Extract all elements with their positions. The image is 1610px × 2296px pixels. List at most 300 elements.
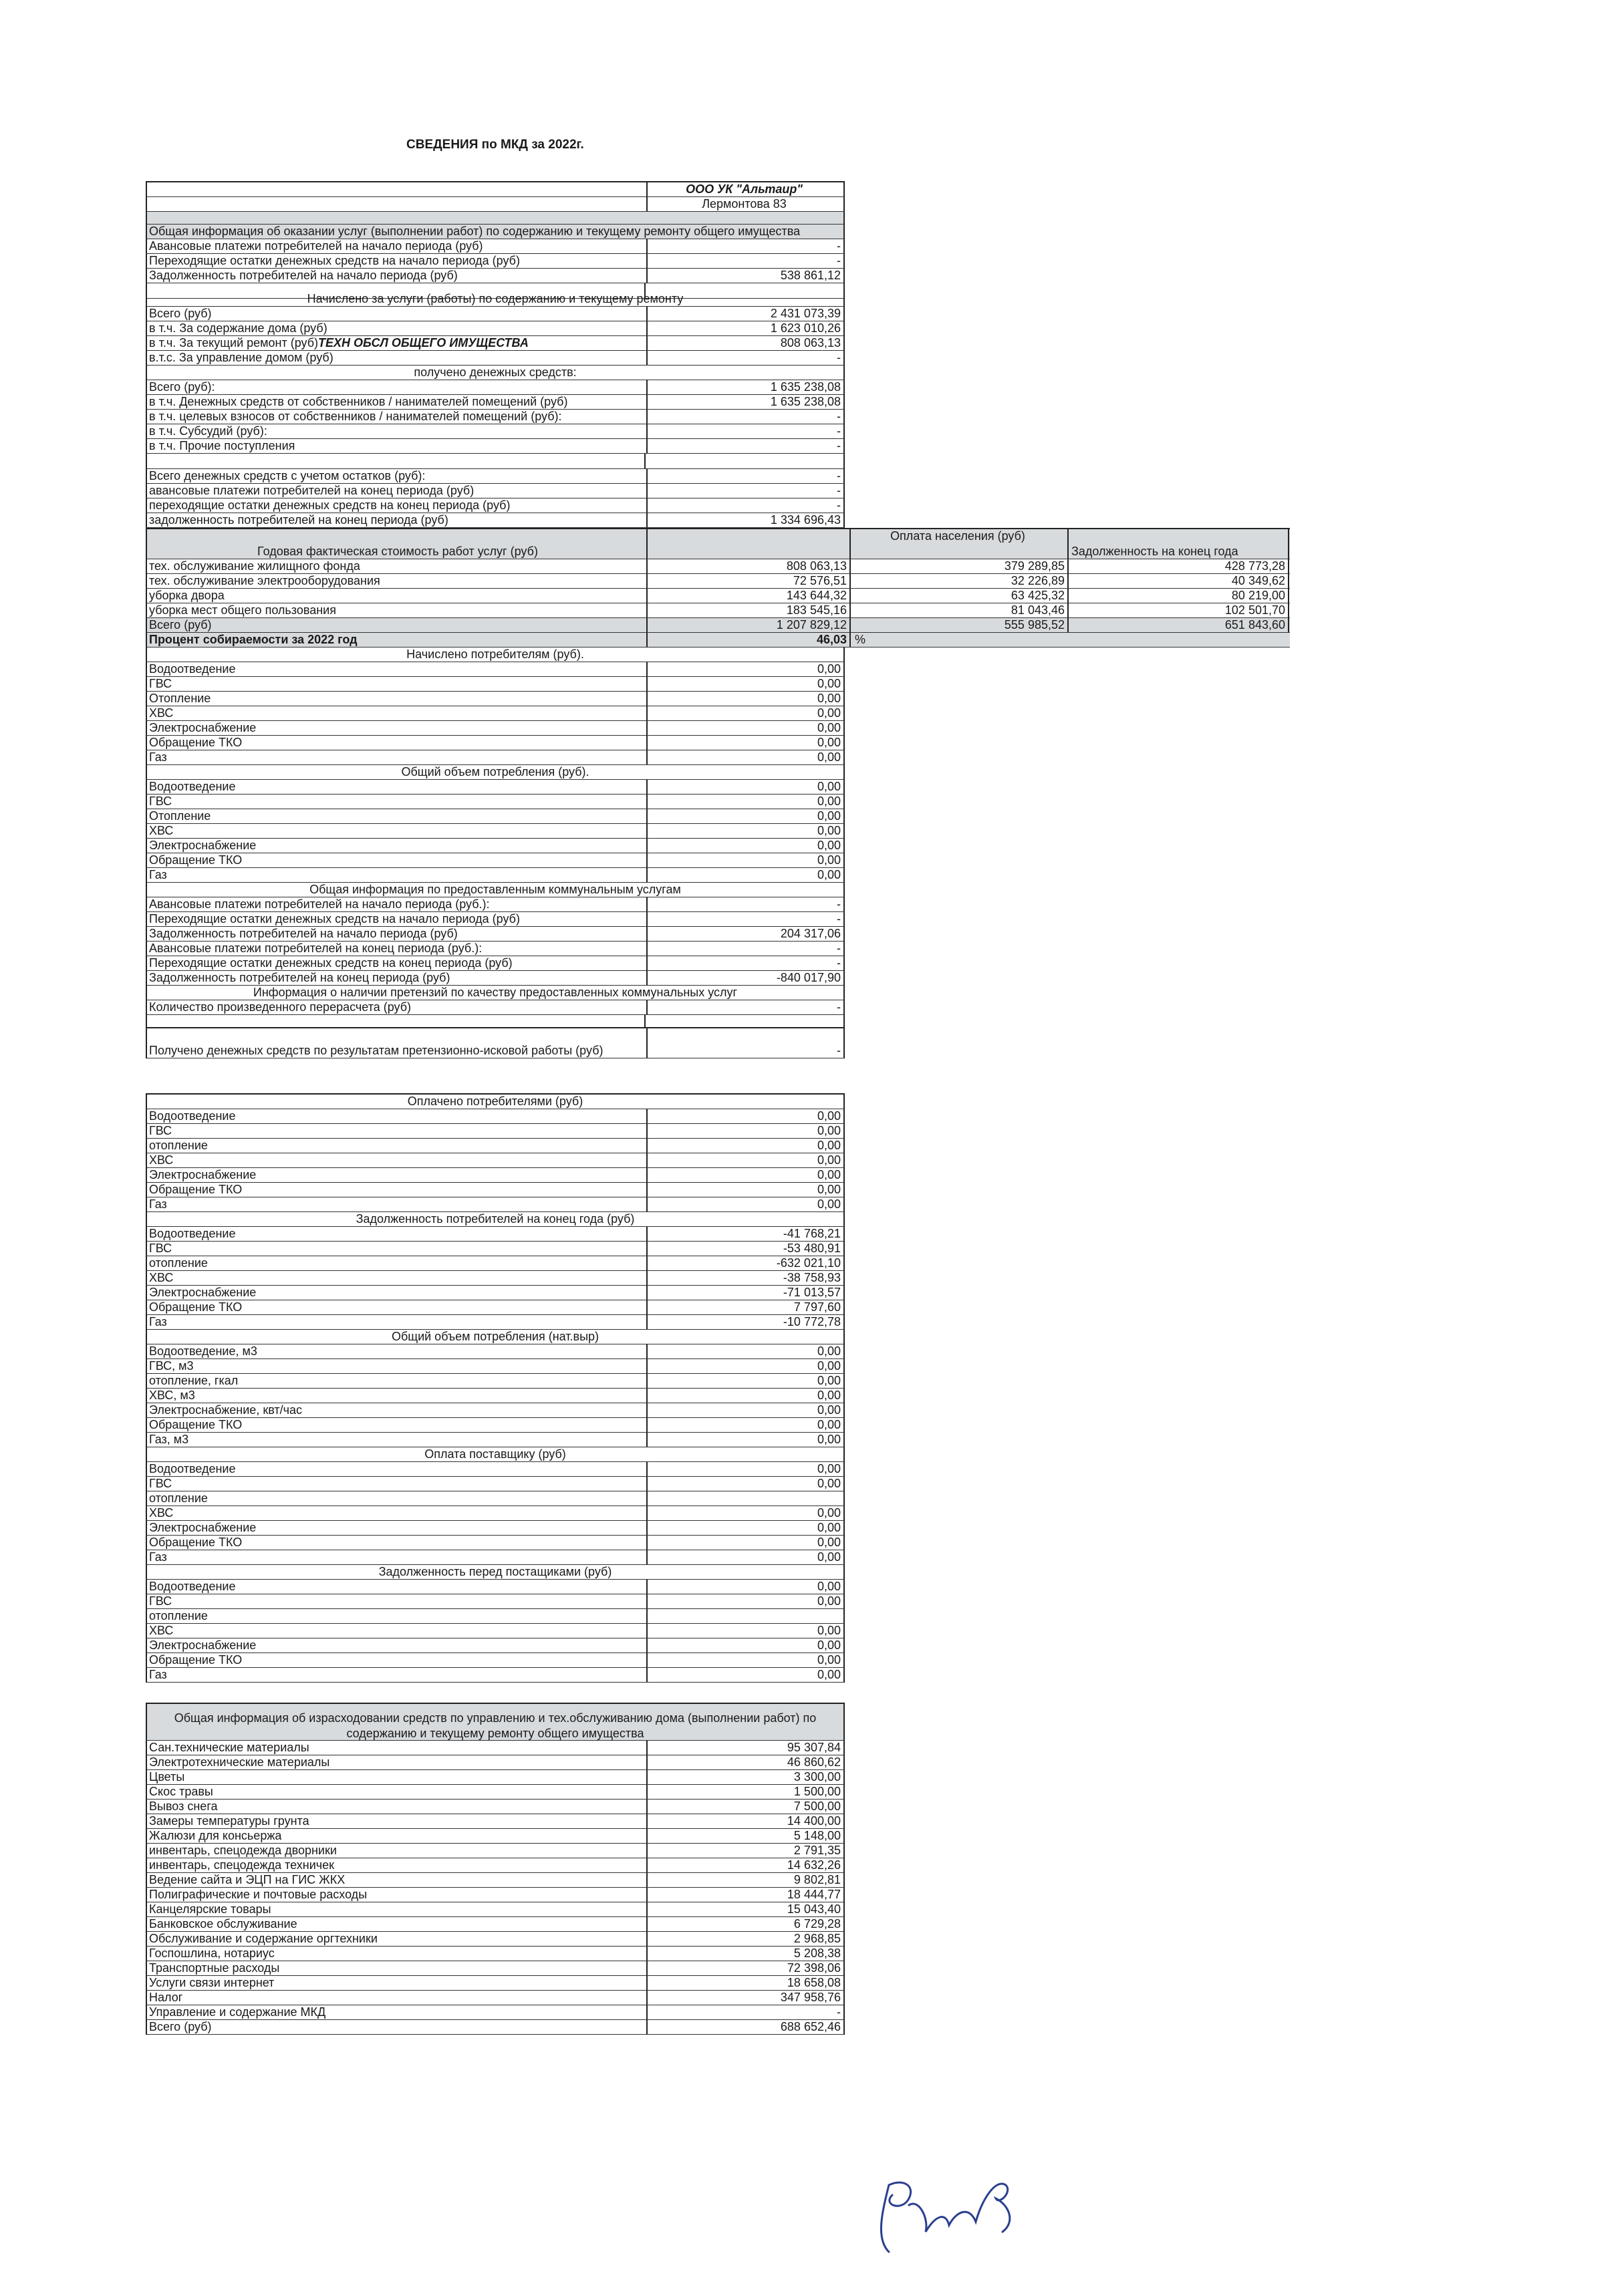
- table-row: [146, 750, 845, 765]
- row-label: ГВС, м3: [147, 1359, 648, 1373]
- table-row: [146, 1286, 845, 1300]
- row-label: инвентарь, спецодежда дворники: [147, 1844, 648, 1858]
- row-label: Всего (руб): [147, 307, 648, 321]
- row-value: -: [837, 942, 841, 955]
- row-value: 18 444,77: [787, 1888, 841, 1901]
- row-label: Газ: [147, 1668, 648, 1682]
- table-row: [146, 351, 845, 366]
- row-label: Переходящие остатки денежных средств на начало периода (руб): [147, 254, 648, 268]
- row-label: инвентарь, спецодежда техничек: [147, 1858, 648, 1872]
- section-paid: [146, 1109, 845, 1212]
- section-supplier-debt: [146, 1580, 845, 1683]
- annual-cell-cost: 143 644,32: [648, 589, 851, 603]
- table-row: [146, 1829, 845, 1844]
- annual-cell-paid: 32 226,89: [851, 574, 1069, 588]
- table-row: [146, 736, 845, 750]
- row-label: ХВС: [147, 1153, 648, 1167]
- row-value: -632 021,10: [776, 1256, 841, 1270]
- annual-cell-paid: 555 985,52: [851, 618, 1069, 632]
- row-label: Газ: [147, 1315, 648, 1329]
- percent-sign: %: [855, 633, 866, 646]
- table-row: [146, 1242, 845, 1256]
- expenses-header-line-1: Общая информация об израсходовании средств по управлению и тех.обслуживанию дома (выполнении работ) по: [174, 1711, 817, 1725]
- section-received-totals: [146, 469, 845, 528]
- row-value: 0,00: [817, 1653, 841, 1667]
- row-value: 0,00: [817, 853, 841, 867]
- row-label: ХВС: [147, 1506, 648, 1520]
- annual-cell-label: Всего (руб): [147, 618, 648, 632]
- row-label: ГВС: [147, 1594, 648, 1608]
- row-label: Водоотведение: [147, 1109, 648, 1123]
- row-label: в т.ч. целевых взносов от собственников / нанимателей помещений (руб):: [147, 410, 648, 424]
- row-value: 0,00: [817, 1418, 841, 1431]
- row-label: в.т.с. За управление домом (руб): [147, 351, 648, 365]
- row-label: Обращение ТКО: [147, 853, 648, 867]
- section-debt-end: [146, 1227, 845, 1330]
- row-value: -: [837, 956, 841, 970]
- table-row: [146, 1844, 845, 1858]
- row-label: отопление: [147, 1139, 648, 1153]
- row-label: Вывоз снега: [147, 1800, 648, 1814]
- table-row: [146, 780, 845, 795]
- annual-rows: [146, 559, 1290, 633]
- section-header-general: Общая информация об оказании услуг (выполнении работ) по содержанию и текущему ремонту общего имущества: [146, 225, 845, 239]
- row-value: 0,00: [817, 1550, 841, 1564]
- row-label: задолженность потребителей на конец периода (руб): [147, 513, 648, 527]
- row-value: 0,00: [817, 736, 841, 749]
- gray-spacer: [146, 212, 845, 225]
- table-row: [146, 1359, 845, 1374]
- row-value: 0,00: [817, 1168, 841, 1181]
- annual-cell-cost: 808 063,13: [648, 559, 851, 573]
- annual-cell-debt: 102 501,70: [1069, 603, 1289, 617]
- row-label: Водоотведение: [147, 1227, 648, 1241]
- row-value: 0,00: [817, 824, 841, 837]
- row-value: 0,00: [817, 1638, 841, 1652]
- section-volume-rub: [146, 780, 845, 883]
- row-label: в т.ч. Прочие поступления: [147, 439, 648, 453]
- row-value: 0,00: [817, 780, 841, 793]
- annual-row: [146, 603, 1290, 618]
- table-row: [146, 1755, 845, 1770]
- table-row: [146, 1124, 845, 1139]
- row-value: 0,00: [817, 809, 841, 823]
- row-value: 0,00: [817, 1403, 841, 1417]
- table-row: [146, 1168, 845, 1183]
- row-label: в т.ч. Денежных средств от собственников / нанимателей помещений (руб): [147, 395, 648, 409]
- row-value: 808 063,13: [780, 336, 841, 349]
- annual-row: [146, 618, 1290, 633]
- row-label: Всего (руб): [147, 2020, 648, 2034]
- table-row: [146, 321, 845, 336]
- row-label: Обращение ТКО: [147, 736, 648, 750]
- row-label: переходящие остатки денежных средств на конец периода (руб): [147, 498, 648, 513]
- row-label: Замеры температуры грунта: [147, 1814, 648, 1828]
- section-expenses: [146, 1741, 845, 2035]
- row-label: Авансовые платежи потребителей на начало периода (руб): [147, 239, 648, 253]
- table-row: [146, 942, 845, 956]
- section-utilities: [146, 897, 845, 986]
- percent-value: 46,03: [648, 633, 851, 647]
- row-label: Обращение ТКО: [147, 1536, 648, 1550]
- row-value: -: [837, 424, 841, 438]
- row-label: Переходящие остатки денежных средств на начало периода (руб): [147, 912, 648, 926]
- table-row: [146, 1741, 845, 1755]
- row-label: авансовые платежи потребителей на конец периода (руб): [147, 484, 648, 498]
- row-value: 1 635 238,08: [770, 380, 841, 394]
- table-row: [146, 1976, 845, 1991]
- row-value: 0,00: [817, 839, 841, 852]
- row-value: 0,00: [817, 1153, 841, 1167]
- claims-received-value: -: [837, 1044, 841, 1057]
- row-label: Газ: [147, 1197, 648, 1211]
- row-label: Авансовые платежи потребителей на начало периода (руб.):: [147, 897, 648, 911]
- table-row: [146, 336, 845, 351]
- table-row: [146, 439, 845, 454]
- row-label-extra: ТЕХН ОБСЛ ОБЩЕГО ИМУЩЕСТВА: [318, 336, 529, 349]
- gap-row: [146, 454, 845, 469]
- row-label: ГВС: [147, 1124, 648, 1138]
- table-row: [146, 868, 845, 883]
- table-row: [146, 1139, 845, 1153]
- row-value: 14 400,00: [787, 1814, 841, 1828]
- table-row: [146, 395, 845, 410]
- row-value: -: [837, 351, 841, 364]
- table-row: [146, 1462, 845, 1477]
- row-value: -: [837, 239, 841, 253]
- row-value: 0,00: [817, 677, 841, 690]
- row-value: 0,00: [817, 1433, 841, 1446]
- row-label: ХВС, м3: [147, 1389, 648, 1403]
- section-header-utilities: Общая информация по предоставленным коммунальным услугам: [146, 883, 845, 897]
- row-value: 0,00: [817, 721, 841, 734]
- row-label: ГВС: [147, 1477, 648, 1491]
- row-label: Водоотведение: [147, 1580, 648, 1594]
- annual-cell-paid: 63 425,32: [851, 589, 1069, 603]
- row-label: Канцелярские товары: [147, 1902, 648, 1916]
- table-row: [146, 1917, 845, 1932]
- table-row: [146, 1183, 845, 1197]
- table-row: [146, 1433, 845, 1447]
- expenses-header-line-2: содержанию и текущему ремонту общего имущества: [346, 1727, 644, 1740]
- table-row: [146, 1000, 845, 1015]
- row-label: Госпошлина, нотариус: [147, 1947, 648, 1961]
- row-label: Жалюзи для консьержа: [147, 1829, 648, 1843]
- row-label: Задолженность потребителей на конец периода (руб): [147, 971, 648, 985]
- table-row: [146, 498, 845, 513]
- row-value: 72 398,06: [787, 1961, 841, 1975]
- row-value: -: [837, 1000, 841, 1014]
- table-row: [146, 1902, 845, 1917]
- row-label: Водоотведение: [147, 1462, 648, 1476]
- table-row: [146, 1477, 845, 1491]
- annual-cell-debt: 80 219,00: [1069, 589, 1289, 603]
- annual-cell-label: уборка двора: [147, 589, 648, 603]
- table-row: [146, 1814, 845, 1829]
- table-row: [146, 1256, 845, 1271]
- section-header-accrued-consumers: Начислено потребителям (руб).: [146, 648, 845, 662]
- row-value: 538 861,12: [780, 269, 841, 282]
- row-value: 18 658,08: [787, 1976, 841, 1989]
- row-label: Ведение сайта и ЭЦП на ГИС ЖКХ: [147, 1873, 648, 1887]
- row-label: ХВС: [147, 1271, 648, 1285]
- row-label: Задолженность потребителей на начало периода (руб): [147, 269, 648, 283]
- row-label: ХВС: [147, 824, 648, 838]
- row-value: 0,00: [817, 1124, 841, 1137]
- table-row: [146, 1580, 845, 1594]
- row-value: -: [837, 912, 841, 925]
- row-label: Сан.технические материалы: [147, 1741, 648, 1755]
- table-row: [146, 1374, 845, 1389]
- row-value: 7 500,00: [793, 1800, 841, 1813]
- row-label: отопление: [147, 1256, 648, 1270]
- row-label: ГВС: [147, 677, 648, 691]
- table-row: [146, 1609, 845, 1624]
- row-label: Водоотведение, м3: [147, 1344, 648, 1358]
- row-value: -10 772,78: [783, 1315, 841, 1328]
- row-label: Налог: [147, 1991, 648, 2005]
- table-row: [146, 1109, 845, 1124]
- table-row: [146, 809, 845, 824]
- section-header-paid: Оплачено потребителями (руб): [146, 1093, 845, 1109]
- table-row: [146, 1344, 845, 1359]
- section-header-expenses: [146, 1703, 845, 1741]
- annual-cell-label: тех. обслуживание электрооборудования: [147, 574, 648, 588]
- row-label: Управление и содержание МКД: [147, 2005, 648, 2019]
- page-title: СВЕДЕНИЯ по МКД за 2022г.: [406, 138, 584, 152]
- signature: [862, 2158, 1036, 2259]
- row-label: Банковское обслуживание: [147, 1917, 648, 1931]
- row-value: 5 208,38: [793, 1947, 841, 1960]
- row-value: 2 431 073,39: [770, 307, 841, 320]
- table-row: [146, 484, 845, 498]
- table-row: [146, 1550, 845, 1565]
- table-row: [146, 1888, 845, 1902]
- section-accrued-consumers: [146, 662, 845, 765]
- percent-label: Процент собираемости за 2022 год: [147, 633, 648, 647]
- row-value: -: [837, 897, 841, 911]
- row-label: Задолженность потребителей на начало периода (руб): [147, 927, 648, 941]
- row-value: 0,00: [817, 1374, 841, 1387]
- claims-received-row: [146, 1027, 845, 1058]
- company-name: ООО УК "Альтаир": [686, 182, 803, 196]
- table-row: [146, 1873, 845, 1888]
- table-row: [146, 1668, 845, 1683]
- table-row: [146, 1858, 845, 1873]
- row-value: 0,00: [817, 1624, 841, 1637]
- row-value: 0,00: [817, 706, 841, 720]
- row-label: Электроснабжение: [147, 839, 648, 853]
- address-row: [146, 197, 845, 212]
- row-label: Всего денежных средств с учетом остатков (руб):: [147, 469, 648, 483]
- table-row: [146, 513, 845, 528]
- row-label: Водоотведение: [147, 662, 648, 676]
- table-row: [146, 380, 845, 395]
- row-value: 0,00: [817, 1477, 841, 1490]
- table-row: [146, 677, 845, 692]
- table-row: [146, 706, 845, 721]
- row-value: 6 729,28: [793, 1917, 841, 1930]
- table-row: [146, 1403, 845, 1418]
- section-header-volume-rub: Общий объем потребления (руб).: [146, 765, 845, 780]
- annual-cell-cost: 1 207 829,12: [648, 618, 851, 632]
- table-row: [146, 721, 845, 736]
- report-table: [146, 181, 845, 2035]
- row-value: 0,00: [817, 692, 841, 705]
- row-value: 0,00: [817, 1183, 841, 1196]
- table-row: [146, 1227, 845, 1242]
- row-value: -: [837, 410, 841, 423]
- row-value: -41 768,21: [783, 1227, 841, 1240]
- row-value: 0,00: [817, 795, 841, 808]
- row-value: [648, 1491, 843, 1505]
- section-general: [146, 239, 845, 283]
- section-header-supplier-debt: Задолженность перед постащиками (руб): [146, 1565, 845, 1580]
- table-row: [146, 1932, 845, 1947]
- table-row: [146, 1506, 845, 1521]
- table-row: [146, 410, 845, 424]
- annual-cell-cost: 183 545,16: [648, 603, 851, 617]
- row-value: -: [837, 439, 841, 452]
- annual-cost-table: [146, 528, 1290, 648]
- table-row: [146, 956, 845, 971]
- row-value: -38 758,93: [783, 1271, 841, 1284]
- table-row: [146, 1785, 845, 1800]
- row-value: 0,00: [817, 1668, 841, 1681]
- row-value: 0,00: [817, 1462, 841, 1475]
- section-claims: [146, 1000, 845, 1015]
- section-received: [146, 380, 845, 454]
- row-value: 5 148,00: [793, 1829, 841, 1842]
- row-value: 0,00: [817, 1344, 841, 1358]
- annual-cell-paid: 81 043,46: [851, 603, 1069, 617]
- row-value: 0,00: [817, 1536, 841, 1549]
- row-label: Электроснабжение: [147, 1521, 648, 1535]
- row-value: 347 958,76: [780, 1991, 841, 2004]
- row-label: Цветы: [147, 1770, 648, 1784]
- row-label: отопление: [147, 1491, 648, 1505]
- row-label: в т.ч. Субсудий (руб):: [147, 424, 648, 438]
- row-label: Всего (руб):: [147, 380, 648, 394]
- row-value: 0,00: [817, 1506, 841, 1520]
- annual-row: [146, 559, 1290, 574]
- row-value: 2 791,35: [793, 1844, 841, 1857]
- section-header-supplier-pay: Оплата поставщику (руб): [146, 1447, 845, 1462]
- row-value: 688 652,46: [780, 2020, 841, 2033]
- table-row: [146, 1947, 845, 1961]
- table-row: [146, 1638, 845, 1653]
- row-value: 0,00: [817, 1521, 841, 1534]
- section-header-accrued: Начислено за услуги (работы) по содержанию и текущему ремонту: [146, 292, 845, 307]
- row-value: -71 013,57: [783, 1286, 841, 1299]
- claims-received-label: Получено денежных средств по результатам претензионно-исковой работы (руб): [147, 1028, 648, 1058]
- table-row: [146, 307, 845, 321]
- table-row: [146, 912, 845, 927]
- table-row: [146, 269, 845, 283]
- row-label: ГВС: [147, 1242, 648, 1256]
- annual-cell-debt: 40 349,62: [1069, 574, 1289, 588]
- row-label: Обслуживание и содержание оргтехники: [147, 1932, 648, 1946]
- row-label: ГВС: [147, 795, 648, 809]
- row-value: -: [837, 498, 841, 512]
- row-value: -: [837, 484, 841, 497]
- row-value: 95 307,84: [787, 1741, 841, 1754]
- table-row: [146, 1653, 845, 1668]
- row-value: 0,00: [817, 1594, 841, 1608]
- table-row: [146, 927, 845, 942]
- table-row: [146, 1389, 845, 1403]
- row-value: 2 968,85: [793, 1932, 841, 1945]
- table-row: [146, 469, 845, 484]
- table-row: [146, 971, 845, 986]
- row-label: Электроснабжение: [147, 1168, 648, 1182]
- table-row: [146, 662, 845, 677]
- table-row: [146, 1961, 845, 1976]
- row-value: -: [837, 469, 841, 482]
- annual-row: [146, 589, 1290, 603]
- table-row: [146, 1624, 845, 1638]
- row-value: 0,00: [817, 750, 841, 764]
- row-value: 7 797,60: [793, 1300, 841, 1314]
- section-header-claims: Информация о наличии претензий по качеству предоставленных коммунальных услуг: [146, 986, 845, 1000]
- row-label: Количество произведенного перерасчета (руб): [147, 1000, 648, 1014]
- row-value: 0,00: [817, 1389, 841, 1402]
- row-value: 15 043,40: [787, 1902, 841, 1916]
- annual-percent-row: [146, 633, 1290, 648]
- row-value: 1 334 696,43: [770, 513, 841, 527]
- table-row: [146, 1991, 845, 2005]
- section-header-volume-nat: Общий объем потребления (нат.выр): [146, 1330, 845, 1344]
- row-label: Обращение ТКО: [147, 1183, 648, 1197]
- annual-cell-debt: 651 843,60: [1069, 618, 1289, 632]
- table-row: [146, 853, 845, 868]
- row-label: Обращение ТКО: [147, 1653, 648, 1667]
- row-label: Электроснабжение: [147, 1638, 648, 1653]
- annual-cell-debt: 428 773,28: [1069, 559, 1289, 573]
- row-label: Газ: [147, 750, 648, 764]
- row-value: 46 860,62: [787, 1755, 841, 1769]
- row-label: отопление: [147, 1609, 648, 1623]
- row-label: Электротехнические материалы: [147, 1755, 648, 1769]
- row-value: -: [837, 2005, 841, 2019]
- row-label: ХВС: [147, 706, 648, 720]
- section-supplier-pay: [146, 1462, 845, 1565]
- row-label: отопление, гкал: [147, 1374, 648, 1388]
- table-row: [146, 254, 845, 269]
- annual-col-debt: Задолженность на конец года: [1069, 529, 1289, 559]
- row-label: Электроснабжение, квт/час: [147, 1403, 648, 1417]
- row-value: 204 317,06: [780, 927, 841, 940]
- row-label: Переходящие остатки денежных средств на конец периода (руб): [147, 956, 648, 970]
- row-value: 0,00: [817, 1359, 841, 1373]
- table-row: [146, 424, 845, 439]
- row-value: 0,00: [817, 1580, 841, 1593]
- row-value: 1 623 010,26: [770, 321, 841, 335]
- row-label: Газ, м3: [147, 1433, 648, 1447]
- table-row: [146, 2020, 845, 2035]
- annual-cell-paid: 379 289,85: [851, 559, 1069, 573]
- section-header-debt-end: Задолженность потребителей на конец года (руб): [146, 1212, 845, 1227]
- table-row: [146, 1491, 845, 1506]
- row-value: [648, 1609, 843, 1623]
- section-volume-nat: [146, 1344, 845, 1447]
- table-row: [146, 1315, 845, 1330]
- row-label: Отопление: [147, 692, 648, 706]
- row-label: Обращение ТКО: [147, 1418, 648, 1432]
- row-label: Скос травы: [147, 1785, 648, 1799]
- gap-row: [146, 1015, 845, 1027]
- row-label: Обращение ТКО: [147, 1300, 648, 1314]
